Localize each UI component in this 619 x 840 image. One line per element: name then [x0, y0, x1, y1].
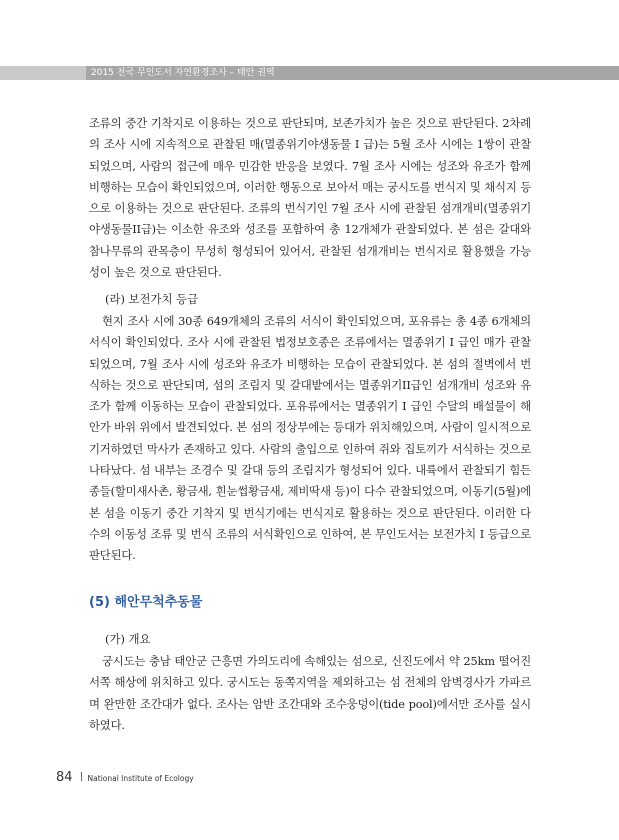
body-paragraph: 현지 조사 시에 30종 649개체의 조류의 서식이 확인되었으며, 포유류는 총 4종 6개체의 서식이 확인되었다. 조사 시에 관찰된 법정보호종은 조류에서는 멸종위기 I 급인 매가 관찰되었으며, 7월 조사 시에 성조와 유조가 비행하는 모습이 관찰되었다. 본 섬의 절벽에서 번식하는 것으로 판단되며, 섬의 조림지 및 갈대밭에서는 멸종위기II급인 섬개개비 성조와 유조가 함께 이동하는 모습이 관찰되었다. 포유류에서는 멸종위기 I 급인 수달의 배설물이 해안가 바위 위에서 발견되었다. 본 섬의 정상부에는 등대가 위치해있으며, 사람이 일시적으로 기거하였던 막사가 존재하고 있다. 사람의 출입으로 인하여 쥐와 집토끼가 서식하는 것으로 나타났다. 섬 내부는 조경수 및 갈대 등의 조림지가 형성되어 있다. 내륙에서 관찰되기 힘든 종들(할미새사촌, 황금새, 흰눈썹황금새, 제비딱새 등)이 다수 관찰되었으며, 이동기(5월)에 본 섬을 이동기 중간 기착지 및 번식기에는 번식지로 활용하는 것으로 판단된다. 이러한 다수의 이동성 조류 및 번식 조류의 서식확인으로 인하여, 본 무인도서는 보전가치 I 등급으로 판단된다.: [89, 314, 531, 563]
footer-organization: National Institute of Ecology: [87, 774, 194, 783]
running-header-bar: [0, 66, 619, 80]
header-accent-block: [0, 66, 86, 80]
subsection-heading-conservation-grade: (라) 보전가치 등급: [105, 292, 199, 306]
page-footer: [56, 770, 194, 788]
section-heading-marine-invertebrates: (5) 해안무척추동물: [89, 595, 203, 610]
body-paragraph: 조류의 중간 기착지로 이용하는 것으로 판단되며, 보존가치가 높은 것으로 판단된다. 2차례의 조사 시에 지속적으로 관찰된 매(멸종위기야생동물 I 급)는 5월 조사 시에는 1쌍이 관찰되었으며, 사람의 접근에 매우 민감한 반응을 보였다. 7월 조사 시에는 성조와 유조가 함께 비행하는 모습이 확인되었으며, 이러한 행동으로 보아서 매는 궁시도를 번식지 및 채식지 등으로 이용하는 것으로 판단된다. 조류의 번식기인 7월 조사 시에 관찰된 섬개개비(멸종위기야생동물II급)는 이소한 유조와 성조를 포함하여 총 12개체가 관찰되었다. 본 섬은 갈대와 참나무류의 관목층이 무성히 형성되어 있어서, 관찰된 섬개개비는 번식지로 활용했을 가능성이 높은 것으로 판단된다.: [89, 116, 531, 280]
page-number: 84: [56, 770, 73, 785]
body-paragraph: 궁시도는 충남 태안군 근흥면 가의도리에 속해있는 섬으로, 신진도에서 약 25km 떨어진 서쪽 해상에 위치하고 있다. 궁시도는 동쪽지역을 제외하고는 섬 전체의 암벽경사가 가파르며 완만한 조간대가 없다. 조사는 암반 조간대와 조수웅덩이(tide pool)에서만 조사를 실시하였다.: [89, 654, 531, 732]
running-header-title: 2015 전국 무인도서 자연환경조사 – 태안 권역: [91, 68, 275, 78]
footer-divider: [81, 772, 82, 781]
subsection-heading-overview: (가) 개요: [105, 632, 151, 646]
